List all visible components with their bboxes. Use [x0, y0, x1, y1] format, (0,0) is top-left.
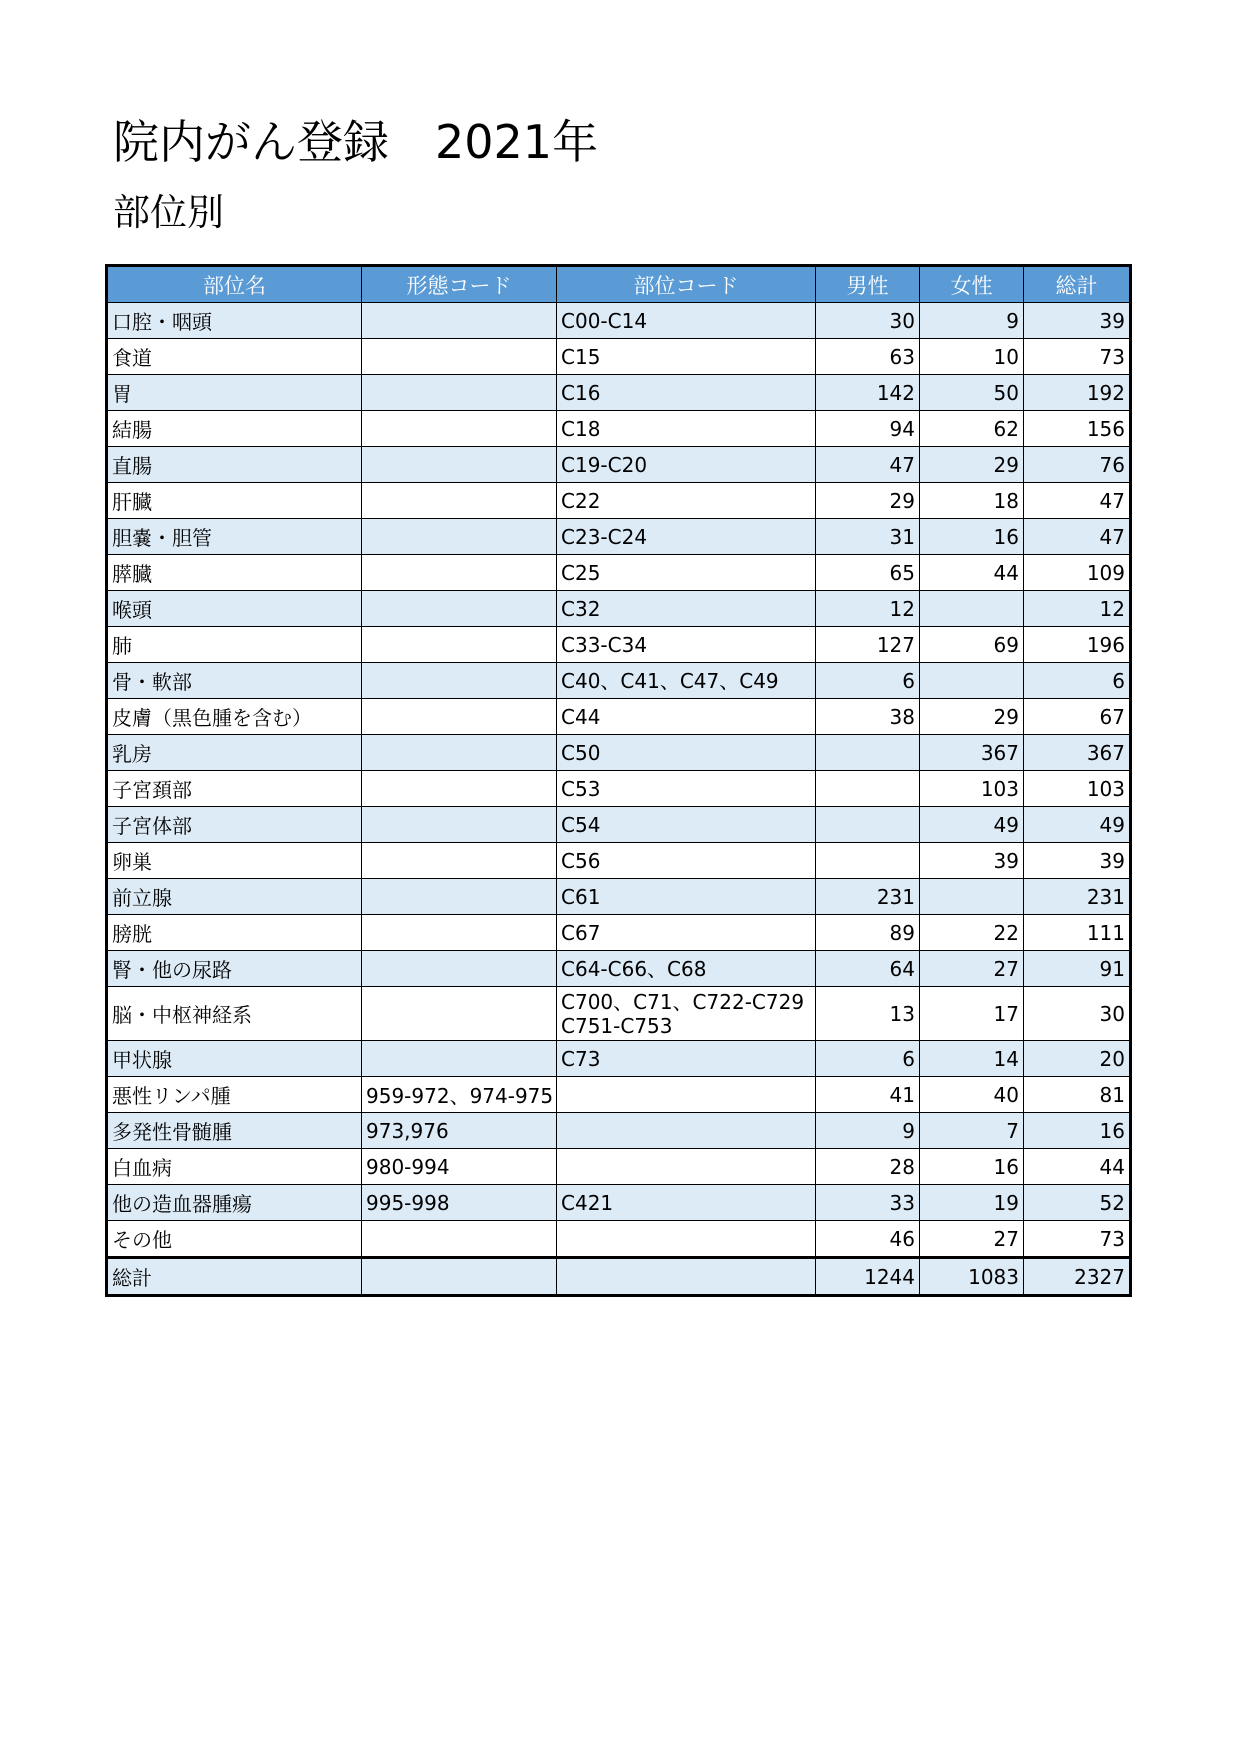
cell-female: 27: [920, 951, 1024, 987]
cell-total: 2327: [1024, 1258, 1131, 1296]
cell-site-code: C16: [557, 375, 816, 411]
cell-site-code: C67: [557, 915, 816, 951]
cell-morphology-code: [362, 987, 557, 1041]
cell-site-code: C19-C20: [557, 447, 816, 483]
cell-total: 73: [1024, 339, 1131, 375]
table-row: [107, 627, 1131, 663]
cell-site-code: C421: [557, 1185, 816, 1221]
table-row: [107, 1185, 1131, 1221]
cell-male: 33: [816, 1185, 920, 1221]
cell-total: 367: [1024, 735, 1131, 771]
cell-site: 肝臓: [107, 483, 362, 519]
table-row: [107, 951, 1131, 987]
table-row: [107, 1149, 1131, 1185]
cell-morphology-code: [362, 951, 557, 987]
table-header-row: [107, 266, 1131, 303]
site-code-line: C751-C753: [561, 1013, 673, 1038]
cell-male: 31: [816, 519, 920, 555]
cell-site: 子宮体部: [107, 807, 362, 843]
cell-male: 29: [816, 483, 920, 519]
cell-morphology-code: [362, 303, 557, 339]
cell-female: 10: [920, 339, 1024, 375]
cell-male: 89: [816, 915, 920, 951]
cell-morphology-code: [362, 1041, 557, 1077]
cell-total: 20: [1024, 1041, 1131, 1077]
cell-total: 39: [1024, 843, 1131, 879]
cell-female: [920, 879, 1024, 915]
cell-male: 6: [816, 663, 920, 699]
cell-male: 47: [816, 447, 920, 483]
cell-site: 喉頭: [107, 591, 362, 627]
table-row: [107, 1221, 1131, 1258]
cell-site-code: C40、C41、C47、C49: [557, 663, 816, 699]
cell-male: 13: [816, 987, 920, 1041]
cell-female: 22: [920, 915, 1024, 951]
cell-morphology-code: [362, 663, 557, 699]
cell-site-code: C64-C66、C68: [557, 951, 816, 987]
cell-site-code: C15: [557, 339, 816, 375]
cell-male: 9: [816, 1113, 920, 1149]
cancer-registry-table: [105, 264, 1132, 1297]
cell-site: 総計: [107, 1258, 362, 1296]
table-row: [107, 843, 1131, 879]
cell-total: 192: [1024, 375, 1131, 411]
cell-male: 64: [816, 951, 920, 987]
cell-morphology-code: [362, 519, 557, 555]
cell-site-code: C54: [557, 807, 816, 843]
cell-total: 156: [1024, 411, 1131, 447]
table-row: [107, 915, 1131, 951]
table-row: [107, 555, 1131, 591]
cell-site-code: C18: [557, 411, 816, 447]
cell-total: 30: [1024, 987, 1131, 1041]
cell-site: その他: [107, 1221, 362, 1258]
cell-site-code: C50: [557, 735, 816, 771]
cell-female: 40: [920, 1077, 1024, 1113]
cell-female: 18: [920, 483, 1024, 519]
table-row: [107, 303, 1131, 339]
cell-total: 47: [1024, 483, 1131, 519]
cell-female: 62: [920, 411, 1024, 447]
cell-total: 91: [1024, 951, 1131, 987]
cell-morphology-code: [362, 843, 557, 879]
cell-female: 367: [920, 735, 1024, 771]
cell-site: 多発性骨髄腫: [107, 1113, 362, 1149]
cell-total: 73: [1024, 1221, 1131, 1258]
cell-site: 子宮頚部: [107, 771, 362, 807]
table-total-row: [107, 1258, 1131, 1296]
cell-site-code: C73: [557, 1041, 816, 1077]
table-row: [107, 339, 1131, 375]
table-row: [107, 1041, 1131, 1077]
table-row: [107, 699, 1131, 735]
table-row: [107, 411, 1131, 447]
cell-female: 103: [920, 771, 1024, 807]
cell-total: 12: [1024, 591, 1131, 627]
cell-morphology-code: 973,976: [362, 1113, 557, 1149]
cell-site: 他の造血器腫瘍: [107, 1185, 362, 1221]
cell-female: 29: [920, 447, 1024, 483]
cell-site: 腎・他の尿路: [107, 951, 362, 987]
header-male: 男性: [816, 266, 920, 303]
cell-male: 63: [816, 339, 920, 375]
cell-total: 39: [1024, 303, 1131, 339]
table-row: [107, 879, 1131, 915]
cell-total: 196: [1024, 627, 1131, 663]
cell-site: 胃: [107, 375, 362, 411]
cell-site: 膵臓: [107, 555, 362, 591]
cell-female: [920, 663, 1024, 699]
cell-female: 27: [920, 1221, 1024, 1258]
cell-site: 前立腺: [107, 879, 362, 915]
cell-site: 卵巣: [107, 843, 362, 879]
cell-total: 103: [1024, 771, 1131, 807]
cell-male: 30: [816, 303, 920, 339]
cell-morphology-code: [362, 771, 557, 807]
table-row: [107, 663, 1131, 699]
header-female: 女性: [920, 266, 1024, 303]
cell-site-code: C25: [557, 555, 816, 591]
cell-male: 142: [816, 375, 920, 411]
cell-site-code: [557, 1221, 816, 1258]
cell-male: [816, 807, 920, 843]
cell-female: 39: [920, 843, 1024, 879]
cell-female: 1083: [920, 1258, 1024, 1296]
cell-female: 7: [920, 1113, 1024, 1149]
cell-morphology-code: 980-994: [362, 1149, 557, 1185]
table-row: [107, 1113, 1131, 1149]
table-row: [107, 987, 1131, 1041]
cell-female: 29: [920, 699, 1024, 735]
cell-total: 67: [1024, 699, 1131, 735]
cell-site: 胆嚢・胆管: [107, 519, 362, 555]
cell-morphology-code: [362, 1221, 557, 1258]
cell-total: 111: [1024, 915, 1131, 951]
cell-total: 16: [1024, 1113, 1131, 1149]
cell-female: 50: [920, 375, 1024, 411]
cell-site-code: C22: [557, 483, 816, 519]
header-site-code: 部位コード: [557, 266, 816, 303]
header-total: 総計: [1024, 266, 1131, 303]
cell-female: 69: [920, 627, 1024, 663]
cell-male: 12: [816, 591, 920, 627]
cell-male: 127: [816, 627, 920, 663]
cell-site-code: [557, 1258, 816, 1296]
page-title: 院内がん登録 2021年: [113, 115, 599, 169]
table-row: [107, 447, 1131, 483]
cell-male: [816, 735, 920, 771]
cell-site-code: C33-C34: [557, 627, 816, 663]
cell-male: 28: [816, 1149, 920, 1185]
cell-total: 44: [1024, 1149, 1131, 1185]
cell-site: 脳・中枢神経系: [107, 987, 362, 1041]
table-row: [107, 771, 1131, 807]
cell-morphology-code: [362, 699, 557, 735]
cell-site: 乳房: [107, 735, 362, 771]
cell-site-code: C00-C14: [557, 303, 816, 339]
cell-male: 65: [816, 555, 920, 591]
cell-morphology-code: [362, 555, 557, 591]
cell-morphology-code: [362, 735, 557, 771]
cell-total: 231: [1024, 879, 1131, 915]
cell-site-code: C56: [557, 843, 816, 879]
cell-total: 49: [1024, 807, 1131, 843]
cell-total: 6: [1024, 663, 1131, 699]
cell-male: 41: [816, 1077, 920, 1113]
cell-male: [816, 843, 920, 879]
cell-morphology-code: [362, 627, 557, 663]
cell-morphology-code: [362, 807, 557, 843]
cell-site-code: [557, 1149, 816, 1185]
cell-morphology-code: 959-972、974-975: [362, 1077, 557, 1113]
cell-female: 16: [920, 519, 1024, 555]
cell-morphology-code: [362, 447, 557, 483]
cell-site: 膀胱: [107, 915, 362, 951]
cell-site: 皮膚（黒色腫を含む）: [107, 699, 362, 735]
cell-morphology-code: [362, 411, 557, 447]
cell-male: 94: [816, 411, 920, 447]
cell-female: [920, 591, 1024, 627]
table-row: [107, 483, 1131, 519]
cell-total: 109: [1024, 555, 1131, 591]
cell-site: 直腸: [107, 447, 362, 483]
cell-morphology-code: [362, 483, 557, 519]
page-subtitle: 部位別: [113, 191, 224, 234]
cell-male: 231: [816, 879, 920, 915]
cell-site: 肺: [107, 627, 362, 663]
cell-morphology-code: [362, 1258, 557, 1296]
cell-site-code: C32: [557, 591, 816, 627]
cell-site: 結腸: [107, 411, 362, 447]
cell-site: 悪性リンパ腫: [107, 1077, 362, 1113]
cell-site-code: C23-C24: [557, 519, 816, 555]
cell-female: 9: [920, 303, 1024, 339]
cell-site-code: [557, 1077, 816, 1113]
cell-morphology-code: [362, 915, 557, 951]
cell-morphology-code: 995-998: [362, 1185, 557, 1221]
cell-site-code: [557, 1113, 816, 1149]
cell-female: 17: [920, 987, 1024, 1041]
cell-male: [816, 771, 920, 807]
cell-male: 46: [816, 1221, 920, 1258]
cell-site-code: C53: [557, 771, 816, 807]
cell-male: 6: [816, 1041, 920, 1077]
table-row: [107, 1077, 1131, 1113]
cell-female: 44: [920, 555, 1024, 591]
table-row: [107, 519, 1131, 555]
site-code-line: C700、C71、C722-C729: [561, 989, 805, 1014]
cell-total: 81: [1024, 1077, 1131, 1113]
table-row: [107, 807, 1131, 843]
cell-site-code: C44: [557, 699, 816, 735]
cell-total: 76: [1024, 447, 1131, 483]
table-row: [107, 375, 1131, 411]
cell-morphology-code: [362, 879, 557, 915]
cell-male: 38: [816, 699, 920, 735]
cell-total: 47: [1024, 519, 1131, 555]
table-row: [107, 735, 1131, 771]
header-morphology-code: 形態コード: [362, 266, 557, 303]
cell-site: 食道: [107, 339, 362, 375]
cell-site: 骨・軟部: [107, 663, 362, 699]
cell-total: 52: [1024, 1185, 1131, 1221]
cell-site: 口腔・咽頭: [107, 303, 362, 339]
cell-female: 49: [920, 807, 1024, 843]
cell-site: 白血病: [107, 1149, 362, 1185]
cell-morphology-code: [362, 375, 557, 411]
cell-morphology-code: [362, 591, 557, 627]
table-row: [107, 591, 1131, 627]
cell-female: 16: [920, 1149, 1024, 1185]
cell-morphology-code: [362, 339, 557, 375]
header-site: 部位名: [107, 266, 362, 303]
cell-site: 甲状腺: [107, 1041, 362, 1077]
cell-female: 19: [920, 1185, 1024, 1221]
cell-site-code: [557, 987, 816, 1041]
cell-site-code: C61: [557, 879, 816, 915]
cell-female: 14: [920, 1041, 1024, 1077]
cell-male: 1244: [816, 1258, 920, 1296]
